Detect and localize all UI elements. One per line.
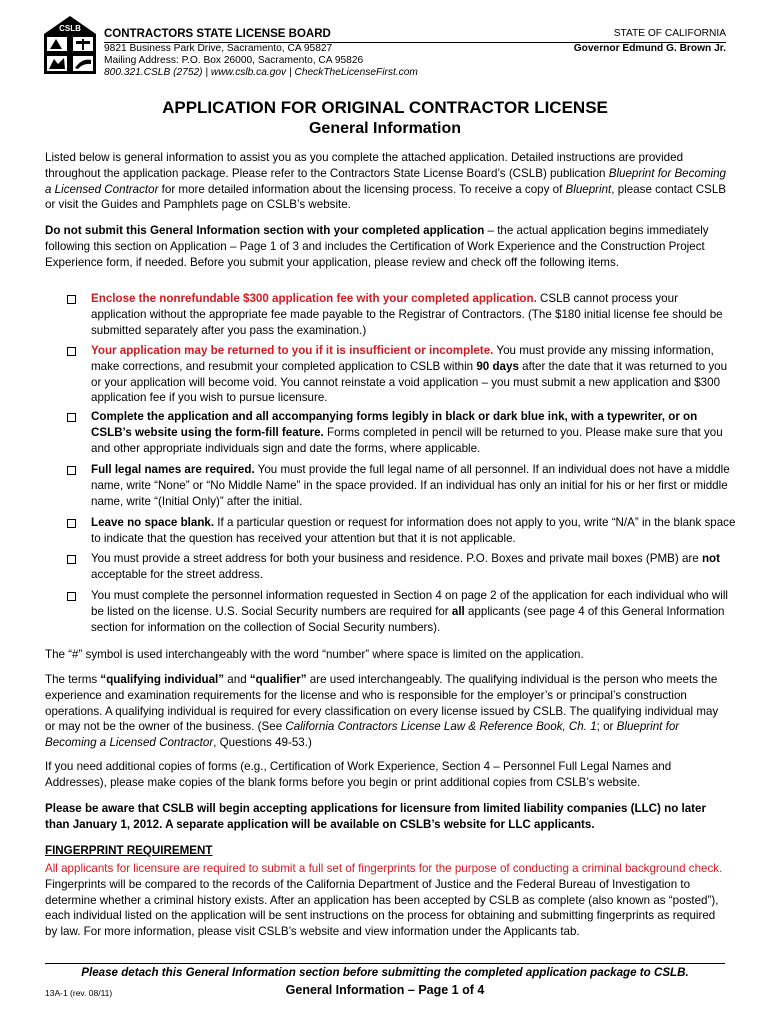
qualifying-text-4: ; or — [596, 720, 617, 734]
intro-blueprint: Blueprint — [565, 182, 612, 196]
item-text: You must provide the full legal name of all personnel. If an individual does not have a middle name, write “None” or “No Middle Name” in the space provided. If an individual has only an initial for his or her first or middle name, write “(Initial Only)” after the initial. — [91, 463, 730, 508]
board-address: 9821 Business Park Drive, Sacramento, CA 95827 — [104, 43, 333, 54]
item-text-2: applicants (see page 4 of this General Information section for information on the collection of Social Security numbers). — [91, 604, 725, 634]
checklist-item-personnel — [66, 588, 736, 635]
qualifying-paragraph — [45, 672, 729, 751]
qualifying-text-5: , Questions 49-53.) — [213, 736, 312, 750]
item-text: Forms completed in pencil will be returned to you. Please make sure that you and other appropriate individuals sign and date the forms, where applicable. — [91, 425, 723, 455]
item-text-2: after the date that it was returned to you or your application will become void. You cannot reinstate a void application – you must submit a new application and $300 application fee if you wish to pursue licensure. — [91, 359, 728, 405]
hash-note: The “#” symbol is used interchangeably with the word “number” where space is limited on the application. — [45, 648, 584, 661]
qualifying-text-3: are used interchangeably. The qualifying individual is the person who meets the experience and examination requirements for the license and who is responsible for the employer’s or principal’s construction operations. A qualifying individual is required for every classification on every license issued by CSLB. The qualifying individual may or may not be the owner of the business. (See — [45, 673, 719, 734]
item-bold-text: Leave no space blank. — [91, 516, 215, 529]
item-text: You must complete the personnel information requested in Section 4 on page 2 of the application for each individual who will be listed on the license. U.S. Social Security numbers are required for — [91, 589, 728, 618]
intro-text-2: for more detailed information about the licensing process. To receive a copy of — [158, 182, 566, 196]
copies-paragraph: If you need additional copies of forms (e.g., Certification of Work Experience, Section 4 – Personnel Full Legal Names and Addresses), please make copies of the blank forms before you begin or print additional copies from CSLB’s website. — [45, 760, 672, 789]
item-text: If a particular question or request for information does not apply to you, write “N/A” in the blank space to indicate that the question has received your attention but that it is not applicable. — [91, 516, 736, 545]
page-number: General Information – Page 1 of 4 — [285, 983, 485, 997]
checklist-item-legal-names — [66, 462, 736, 509]
qualifying-text-2: and — [224, 673, 250, 686]
qualifying-ref-1: California Contractors License Law & Reference Book, Ch. 1 — [285, 720, 597, 734]
item-red-text: Enclose the nonrefundable $300 application fee with your completed application. — [91, 292, 537, 305]
item-bold-90-days: 90 days — [476, 359, 519, 373]
item-bold-text: Full legal names are required. — [91, 463, 255, 476]
intro-blueprint-title: Blueprint for Becoming a Licensed Contractor — [45, 166, 727, 196]
footer-rule — [45, 963, 725, 964]
checkbox[interactable] — [67, 519, 76, 528]
checkbox[interactable] — [67, 466, 76, 475]
detach-note: Please detach this General Information section before submitting the completed application package to CSLB. — [81, 966, 689, 979]
item-bold-not: not — [701, 552, 720, 565]
fingerprint-red-text: All applicants for licensure are required to submit a full set of fingerprints for the purpose of conducting a criminal background check. — [45, 862, 723, 875]
item-bold-text: Complete the application and all accompanying forms legibly in black or dark blue ink, with a typewriter, or on CSLB’s website using the form-fill feature. — [91, 410, 698, 439]
checkbox[interactable] — [67, 592, 76, 601]
item-text: You must provide a street address for both your business and residence. P.O. Boxes and private mail boxes (PMB) are — [91, 552, 702, 565]
llc-notice: Please be aware that CSLB will begin accepting applications for licensure from limited liability companies (LLC) no later than January 1, 2012. A separate application will be available on CSLB’s website for LLC applicants. — [45, 802, 706, 831]
checklist-item-fee — [66, 291, 736, 338]
intro-text-3: , please contact CSLB or visit the Guides and Pamphlets page on CSLB’s website. — [45, 182, 726, 212]
notice-paragraph — [45, 223, 729, 270]
qualifying-term-2: “qualifier” — [249, 673, 307, 686]
item-red-text: Your application may be returned to you if it is insufficient or incomplete. — [91, 344, 494, 357]
checklist-item-legibly — [66, 409, 736, 456]
qualifying-ref-2: Blueprint for Becoming a Licensed Contractor — [45, 720, 680, 750]
board-name: CONTRACTORS STATE LICENSE BOARD — [104, 28, 331, 40]
governor-label: Governor Edmund G. Brown Jr. — [573, 43, 726, 54]
qualifying-text-1: The terms — [45, 673, 101, 686]
intro-text-1: Listed below is general information to assist you as you complete the attached application. Detailed instructions are provided throughout the application package. Please refer to the Contractors State License Board’s (CSLB) publication — [45, 151, 684, 180]
item-bold-all: all — [451, 604, 465, 618]
fingerprint-text: Fingerprints will be compared to the records of the California Department of Justice and the Federal Bureau of Investigation to determine whether a criminal history exists. After an application has been accepted by CSLB as complete (also known as “posted”), each individual listed on the application will be sent instructions on the process for obtaining and submitting fingerprints as required by law. For more information, please visit CSLB’s website and view information under the Applicants tab. — [45, 877, 719, 939]
fingerprint-paragraph — [45, 861, 729, 940]
logo-text: CSLB — [59, 24, 81, 33]
contact-line: 800.321.CSLB (2752) | www.cslb.ca.gov | CheckTheLicenseFirst.com — [104, 67, 418, 78]
fingerprint-heading: FINGERPRINT REQUIREMENT — [45, 844, 213, 857]
checklist-item-no-blank — [66, 515, 736, 547]
qualifying-term-1: “qualifying individual” — [100, 673, 225, 686]
checkbox[interactable] — [67, 555, 76, 564]
checkbox[interactable] — [67, 413, 76, 422]
notice-bold: Do not submit this General Information section with your completed application — [45, 224, 485, 237]
cslb-logo — [42, 14, 98, 76]
checklist-item-returned — [66, 343, 736, 406]
page-title: APPLICATION FOR ORIGINAL CONTRACTOR LICENSE — [162, 98, 608, 117]
item-text: CSLB cannot process your application without the appropriate fee made payable to the Registrar of Contractors. (The $180 initial license fee should be submitted separately after you pass the examination.) — [91, 292, 723, 337]
checklist-item-street-address — [66, 551, 736, 583]
page-subtitle: General Information — [308, 120, 462, 137]
form-id: 13A-1 (rev. 08/11) — [45, 988, 113, 998]
notice-text: – the actual application begins immediately following this section on Application – Page 1 of 3 and includes the Certification of Work Experience and the Construction Project Experience form, if needed. Before you submit your application, please review and check off the following items. — [45, 224, 709, 269]
state-label: STATE OF CALIFORNIA — [613, 28, 726, 39]
item-text-2: acceptable for the street address. — [91, 567, 264, 581]
item-text: You must provide any missing information, make corrections, and resubmit your completed application to CSLB within — [91, 344, 714, 373]
intro-paragraph — [45, 150, 729, 213]
checkbox[interactable] — [67, 347, 76, 356]
checkbox[interactable] — [67, 295, 76, 304]
mailing-address: Mailing Address: P.O. Box 26000, Sacramento, CA 95826 — [104, 55, 364, 66]
